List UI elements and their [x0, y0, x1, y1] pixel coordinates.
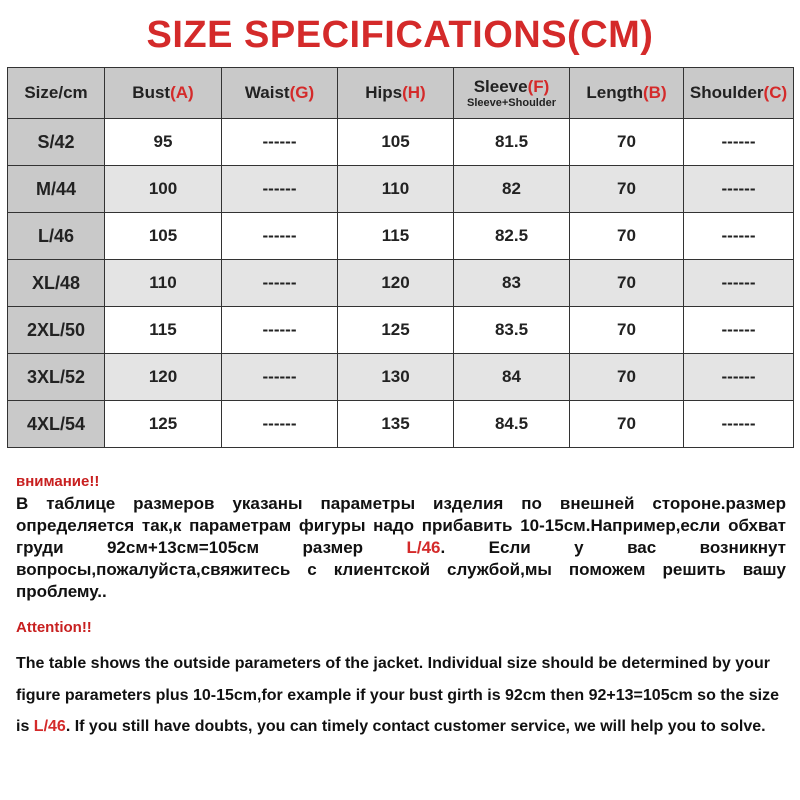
- table-cell: 105: [105, 213, 222, 260]
- english-note-size: L/46: [33, 718, 66, 735]
- column-header-code: (F): [527, 77, 550, 96]
- english-note: [16, 648, 786, 743]
- column-header: [105, 68, 222, 119]
- table-cell: 70: [570, 166, 684, 213]
- table-cell: ------: [684, 213, 794, 260]
- column-header: [8, 68, 105, 119]
- russian-note: [16, 493, 786, 603]
- table-cell: ------: [222, 307, 338, 354]
- english-note-text-1: The table shows the outside parameters of the jacket. Individual size should be determined by your figure parameters plus 10-15cm,for example if your bust girth is 92cm then 92+13=105cm so the size is: [16, 655, 779, 735]
- table-cell: 110: [105, 260, 222, 307]
- column-header-label: Bust: [132, 83, 171, 102]
- column-header-code: (B): [643, 83, 667, 102]
- table-cell: 120: [105, 354, 222, 401]
- table-row: [8, 119, 794, 166]
- table-row: [8, 166, 794, 213]
- table-cell: 70: [570, 119, 684, 166]
- table-cell: 115: [338, 213, 454, 260]
- table-cell: 83: [454, 260, 570, 307]
- table-cell: 125: [338, 307, 454, 354]
- table-cell: ------: [222, 119, 338, 166]
- column-header-code: (H): [402, 83, 426, 102]
- table-cell: 115: [105, 307, 222, 354]
- column-header-label: Sleeve: [473, 77, 528, 96]
- column-header-subtitle: Sleeve+Shoulder: [467, 97, 556, 109]
- table-cell: 82.5: [454, 213, 570, 260]
- table-cell: 84.5: [454, 401, 570, 448]
- column-header-code: (C): [763, 83, 788, 102]
- table-cell: 110: [338, 166, 454, 213]
- table-row: [8, 260, 794, 307]
- table-cell: 105: [338, 119, 454, 166]
- column-header-label: Length: [586, 83, 644, 102]
- table-cell: 70: [570, 260, 684, 307]
- size-label-cell: S/42: [8, 119, 105, 166]
- table-cell: ------: [684, 354, 794, 401]
- column-header: [338, 68, 454, 119]
- russian-note-text-1: В таблице размеров указаны параметры изделия по внешней стороне.размер определяется так,к параметрам фигуры надо прибавить 10-15см.Например,если обхват груди 92см+13см=105см размер: [16, 494, 786, 557]
- column-header-code: (A): [170, 83, 194, 102]
- table-cell: 70: [570, 213, 684, 260]
- size-table: [7, 67, 794, 448]
- table-cell: ------: [684, 307, 794, 354]
- size-label-cell: M/44: [8, 166, 105, 213]
- table-row: [8, 213, 794, 260]
- column-header: [570, 68, 684, 119]
- table-cell: 100: [105, 166, 222, 213]
- table-cell: 135: [338, 401, 454, 448]
- table-row: [8, 354, 794, 401]
- table-cell: 95: [105, 119, 222, 166]
- table-cell: ------: [684, 166, 794, 213]
- table-cell: 130: [338, 354, 454, 401]
- table-cell: 125: [105, 401, 222, 448]
- column-header: [684, 68, 794, 119]
- english-note-text-2: . If you still have doubts, you can timely contact customer service, we will help you to solve.: [65, 718, 766, 735]
- table-body: [8, 119, 794, 448]
- table-cell: 70: [570, 401, 684, 448]
- table-cell: ------: [684, 119, 794, 166]
- russian-note-text-2: . Если у вас возникнут вопросы,пожалуйста,свяжитесь с клиентской службой,мы поможем решить вашу проблему..: [16, 538, 786, 601]
- table-cell: 70: [570, 354, 684, 401]
- column-header-label: Size/cm: [24, 83, 88, 102]
- column-header-label: Waist: [244, 83, 290, 102]
- table-cell: ------: [222, 166, 338, 213]
- table-cell: 84: [454, 354, 570, 401]
- table-cell: 81.5: [454, 119, 570, 166]
- size-label-cell: XL/48: [8, 260, 105, 307]
- table-header-row: [8, 68, 794, 119]
- table-row: [8, 307, 794, 354]
- size-label-cell: 3XL/52: [8, 354, 105, 401]
- table-cell: ------: [222, 354, 338, 401]
- size-label-cell: L/46: [8, 213, 105, 260]
- column-header-label: Shoulder: [689, 83, 764, 102]
- table-cell: ------: [222, 213, 338, 260]
- column-header: [222, 68, 338, 119]
- column-header: [454, 68, 570, 119]
- size-label-cell: 2XL/50: [8, 307, 105, 354]
- russian-attention-heading: внимание!!: [16, 473, 100, 490]
- size-label-cell: 4XL/54: [8, 401, 105, 448]
- table-cell: 120: [338, 260, 454, 307]
- table-cell: ------: [222, 401, 338, 448]
- table-row: [8, 401, 794, 448]
- table-cell: ------: [222, 260, 338, 307]
- column-header-code: (G): [289, 83, 315, 102]
- table-cell: 82: [454, 166, 570, 213]
- table-cell: ------: [684, 260, 794, 307]
- table-cell: 83.5: [454, 307, 570, 354]
- page-title: SIZE SPECIFICATIONS(CM): [146, 14, 654, 56]
- column-header-label: Hips: [365, 83, 403, 102]
- table-cell: 70: [570, 307, 684, 354]
- table-cell: ------: [684, 401, 794, 448]
- english-attention-heading: Attention!!: [16, 619, 92, 636]
- russian-note-size: L/46: [406, 538, 441, 557]
